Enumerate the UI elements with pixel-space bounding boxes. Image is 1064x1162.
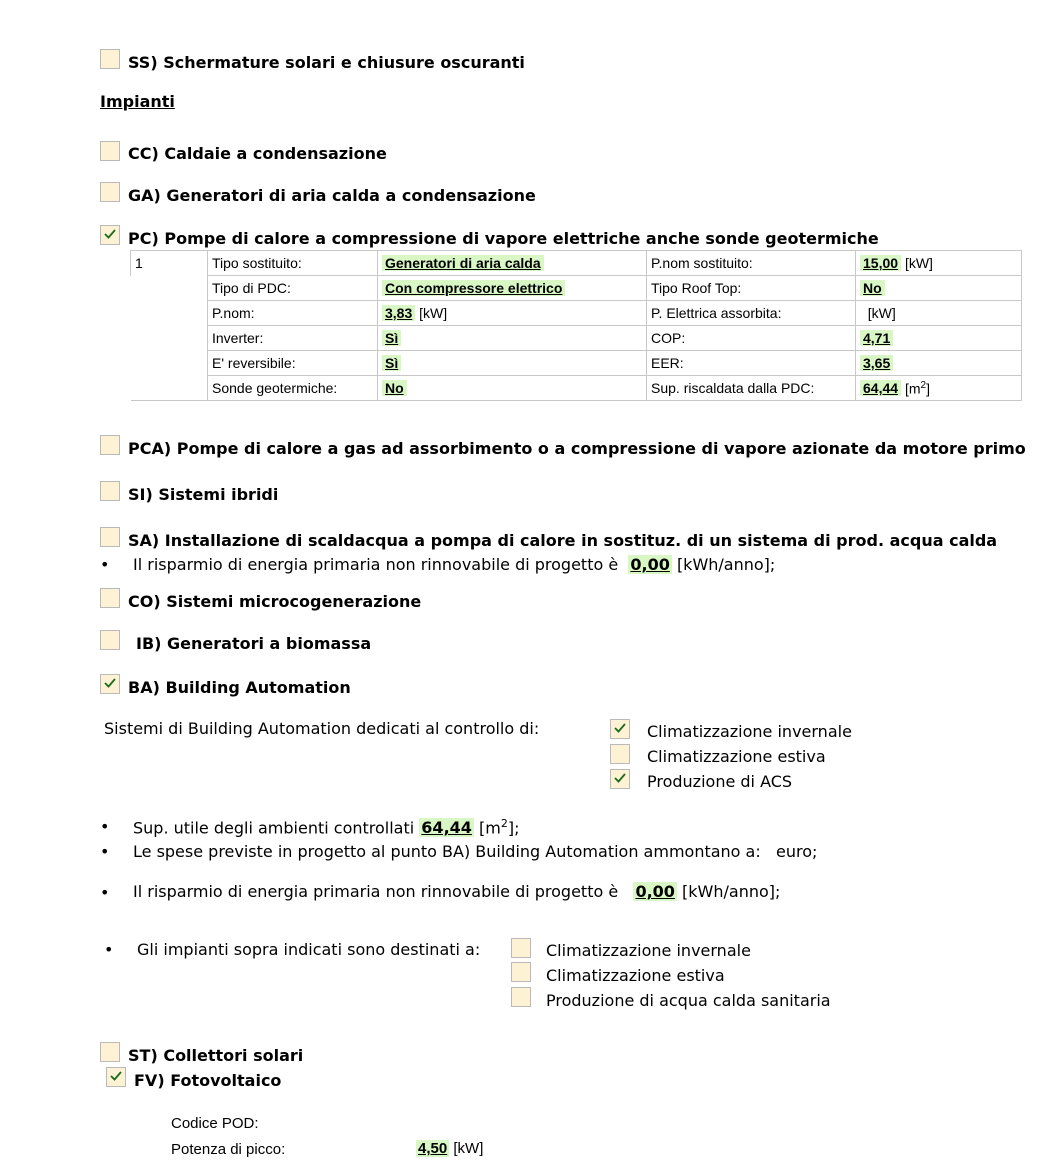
table-row	[131, 351, 1022, 376]
ib-label: IB) Generatori a biomassa	[136, 634, 372, 653]
dest-option-invernale-label: Climatizzazione invernale	[546, 941, 751, 960]
field-value-cell	[856, 326, 1022, 351]
ba-spese-line	[133, 842, 817, 861]
field-value: Sì	[382, 355, 401, 371]
ba-sup-text: Sup. utile degli ambienti controllati	[133, 818, 415, 838]
sa-label: SA) Installazione di scaldacqua a pompa di calore in sostituz. di un sistema di prod. acqua calda	[128, 531, 998, 550]
ba-sup-unit-b: ];	[507, 818, 520, 838]
dest-option-acs-checkbox[interactable]	[511, 987, 531, 1007]
field-value-cell	[378, 351, 647, 376]
field-value: 3,83	[382, 305, 415, 321]
ba-option-estiva-label: Climatizzazione estiva	[647, 747, 826, 766]
field-label: Tipo di PDC:	[208, 276, 378, 301]
table-row	[131, 276, 1022, 301]
ba-dest-text: Gli impianti sopra indicati sono destinati a:	[137, 940, 481, 959]
table-row	[131, 376, 1022, 401]
bullet: •	[100, 842, 110, 861]
bullet: •	[104, 940, 114, 959]
field-value: 4,71	[860, 330, 893, 346]
field-value-cell	[378, 301, 647, 326]
cc-checkbox[interactable]	[100, 141, 120, 161]
check-icon	[614, 722, 626, 734]
row-index-cell	[131, 376, 208, 401]
field-label: Inverter:	[208, 326, 378, 351]
ba-sup-line	[133, 817, 519, 837]
fv-picco-line	[416, 1140, 483, 1157]
check-icon	[614, 772, 626, 784]
field-value-cell	[856, 376, 1022, 401]
field-value-cell	[856, 276, 1022, 301]
field-value: 3,65	[860, 355, 893, 371]
field-value-cell	[378, 251, 647, 276]
field-unit: [m	[904, 380, 921, 397]
field-unit: [kW]	[904, 255, 933, 271]
fv-pod-label: Codice POD:	[171, 1115, 259, 1132]
row-index-cell	[131, 301, 208, 326]
fv-picco-unit: [kW]	[453, 1140, 484, 1157]
ba-risparmio-text: Il risparmio di energia primaria non rinnovabile di progetto è	[133, 882, 619, 901]
ba-sup-unit-sup: 2	[500, 817, 508, 830]
ba-spese-unit: euro;	[776, 842, 818, 861]
field-value: 64,44	[860, 380, 901, 396]
row-index-cell	[131, 351, 208, 376]
cc-label: CC) Caldaie a condensazione	[128, 144, 387, 163]
field-value-cell	[856, 351, 1022, 376]
ba-sup-unit-a: [m	[479, 818, 501, 838]
check-icon	[104, 677, 116, 689]
field-value-cell	[378, 276, 647, 301]
field-value-cell	[856, 301, 1022, 326]
ba-option-invernale-label: Climatizzazione invernale	[647, 722, 852, 741]
sa-risparmio-unit: [kWh/anno];	[676, 555, 776, 574]
pc-label: PC) Pompe di calore a compressione di vapore elettriche anche sonde geotermiche	[128, 229, 879, 248]
field-value: Generatori di aria calda	[382, 255, 544, 271]
field-value-cell	[856, 251, 1022, 276]
pc-details-table	[130, 250, 1022, 401]
row-index-cell	[131, 276, 208, 301]
pc-checkbox[interactable]	[100, 225, 120, 245]
fv-label: FV) Fotovoltaico	[134, 1071, 282, 1090]
bullet: •	[100, 883, 110, 902]
field-value: Sì	[382, 330, 401, 346]
sa-checkbox[interactable]	[100, 527, 120, 547]
sa-risparmio-value: 0,00	[630, 555, 670, 574]
field-value: No	[382, 380, 407, 396]
co-label: CO) Sistemi microcogenerazione	[128, 592, 422, 611]
table-row	[131, 326, 1022, 351]
field-unit: [kW]	[419, 305, 448, 321]
field-label: COP:	[647, 326, 856, 351]
field-label: Tipo Roof Top:	[647, 276, 856, 301]
dest-option-invernale-checkbox[interactable]	[511, 938, 531, 958]
si-checkbox[interactable]	[100, 481, 120, 501]
dest-option-acs-label: Produzione di acqua calda sanitaria	[546, 991, 831, 1010]
fv-checkbox[interactable]	[106, 1067, 126, 1087]
st-checkbox[interactable]	[100, 1042, 120, 1062]
dest-option-estiva-checkbox[interactable]	[511, 962, 531, 982]
ib-checkbox[interactable]	[100, 630, 120, 650]
field-value: 15,00	[860, 255, 901, 271]
field-unit-sup: 2	[920, 379, 927, 391]
ga-label: GA) Generatori di aria calda a condensazione	[128, 186, 536, 205]
field-value-cell	[378, 376, 647, 401]
field-value-cell	[378, 326, 647, 351]
ba-systems-label: Sistemi di Building Automation dedicati al controllo di:	[104, 719, 540, 738]
field-value: No	[860, 280, 885, 296]
table-row	[131, 251, 1022, 276]
field-unit: [kW]	[867, 305, 896, 321]
check-icon	[104, 228, 116, 240]
field-label: P.nom sostituito:	[647, 251, 856, 276]
ba-label: BA) Building Automation	[128, 678, 351, 697]
field-label: P.nom:	[208, 301, 378, 326]
field-label: EER:	[647, 351, 856, 376]
field-label: Tipo sostituito:	[208, 251, 378, 276]
ba-risparmio-unit: [kWh/anno];	[682, 882, 781, 901]
bullet: •	[100, 555, 110, 574]
field-label: Sonde geotermiche:	[208, 376, 378, 401]
row-index-cell	[131, 326, 208, 351]
ba-option-invernale-checkbox[interactable]	[610, 719, 630, 739]
field-label: P. Elettrica assorbita:	[647, 301, 856, 326]
st-label: ST) Collettori solari	[128, 1046, 304, 1065]
field-unit-end: ]	[926, 380, 930, 397]
ss-label: SS) Schermature solari e chiusure oscuranti	[128, 53, 525, 72]
field-value: Con compressore elettrico	[382, 280, 565, 296]
check-icon	[110, 1070, 122, 1082]
co-checkbox[interactable]	[100, 588, 120, 608]
row-index-cell: 1	[131, 251, 208, 276]
sa-risparmio-text: Il risparmio di energia primaria non rinnovabile di progetto è	[133, 555, 619, 574]
ba-checkbox[interactable]	[100, 674, 120, 694]
ba-risparmio-line	[133, 882, 780, 901]
field-label: E' reversibile:	[208, 351, 378, 376]
ba-spese-text: Le spese previste in progetto al punto BA) Building Automation ammontano a:	[133, 842, 761, 861]
ba-option-acs-checkbox[interactable]	[610, 769, 630, 789]
bullet: •	[100, 817, 110, 836]
fv-picco-value: 4,50	[418, 1140, 448, 1157]
sa-risparmio	[133, 555, 775, 574]
dest-option-estiva-label: Climatizzazione estiva	[546, 966, 725, 985]
pca-label: PCA) Pompe di calore a gas ad assorbimento o a compressione di vapore azionate da motore primo	[128, 439, 1026, 458]
si-label: SI) Sistemi ibridi	[128, 485, 279, 504]
ss-checkbox[interactable]	[100, 49, 120, 69]
field-label: Sup. riscaldata dalla PDC:	[647, 376, 856, 401]
ga-checkbox[interactable]	[100, 182, 120, 202]
ba-sup-value: 64,44	[421, 818, 472, 838]
ba-risparmio-value: 0,00	[635, 882, 675, 901]
ba-option-acs-label: Produzione di ACS	[647, 772, 793, 791]
table-row	[131, 301, 1022, 326]
fv-picco-label: Potenza di picco:	[171, 1141, 286, 1158]
impianti-heading: Impianti	[100, 92, 175, 111]
ba-option-estiva-checkbox[interactable]	[610, 744, 630, 764]
pca-checkbox[interactable]	[100, 435, 120, 455]
